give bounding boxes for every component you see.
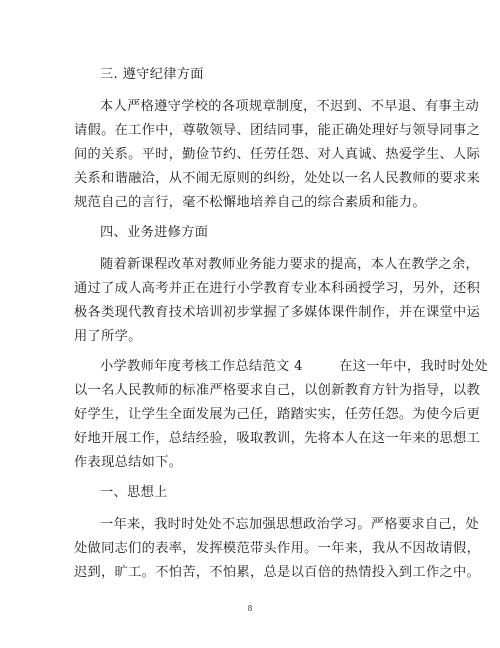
- paragraph-line: 规范自己的言行，毫不松懈地培养自己的综合素质和能力。: [74, 195, 426, 210]
- section-heading-discipline: 三. 遵守纪律方面: [100, 67, 204, 82]
- section-heading-thought: 一、思想上: [100, 485, 168, 500]
- paragraph-line: 关系和谐融洽，从不闹无原则的纠纷，处处以一名人民教师的要求来: [74, 171, 481, 186]
- paragraph-line: 请假。在工作中，尊敬领导、团结同事，能正确处理好与领导同事之: [74, 123, 481, 138]
- paragraph-line: 一年来，我时时处处不忘加强思想政治学习。严格要求自己，处: [100, 517, 480, 532]
- paragraph-line: 处做同志们的表率，发挥模范带头作用。一年来，我从不因故请假，: [74, 541, 481, 556]
- paragraph-line: 好学生，让学生全面发展为己任，踏踏实实，任劳任怨。为使今后更: [74, 407, 481, 422]
- paragraph-line-title: 小学教师年度考核工作总结范文 4 在这一年中，我时时处处: [100, 359, 489, 374]
- paragraph-line: 作表现总结如下。: [74, 455, 183, 470]
- paragraph-line: 极各类现代教育技术培训初步掌握了多媒体课件制作，并在课堂中运: [74, 305, 481, 320]
- paragraph-line: 本人严格遵守学校的各项规章制度，不迟到、不早退、有事主动: [100, 99, 480, 114]
- paragraph-line: 随着新课程改革对教师业务能力要求的提高，本人在教学之余，: [100, 257, 480, 272]
- paragraph-line: 好地开展工作，总结经验，吸取教训，先将本人在这一年来的思想工: [74, 431, 481, 446]
- paragraph-line: 以一名人民教师的标准严格要求自己，以创新教育方针为指导，以教: [74, 383, 481, 398]
- paragraph-line: 用了所学。: [74, 329, 142, 344]
- paragraph-line: 通过了成人高考并正在进行小学教育专业本科函授学习，另外，还积: [74, 281, 481, 296]
- paragraph-line: 间的关系。平时，勤俭节约、任劳任怨、对人真诚、热爱学生、人际: [74, 147, 481, 162]
- page-number: 8: [247, 604, 253, 613]
- section-heading-study: 四、业务进修方面: [100, 225, 209, 240]
- paragraph-line: 迟到，旷工。不怕苦，不怕累，总是以百倍的热情投入到工作之中。: [74, 565, 481, 580]
